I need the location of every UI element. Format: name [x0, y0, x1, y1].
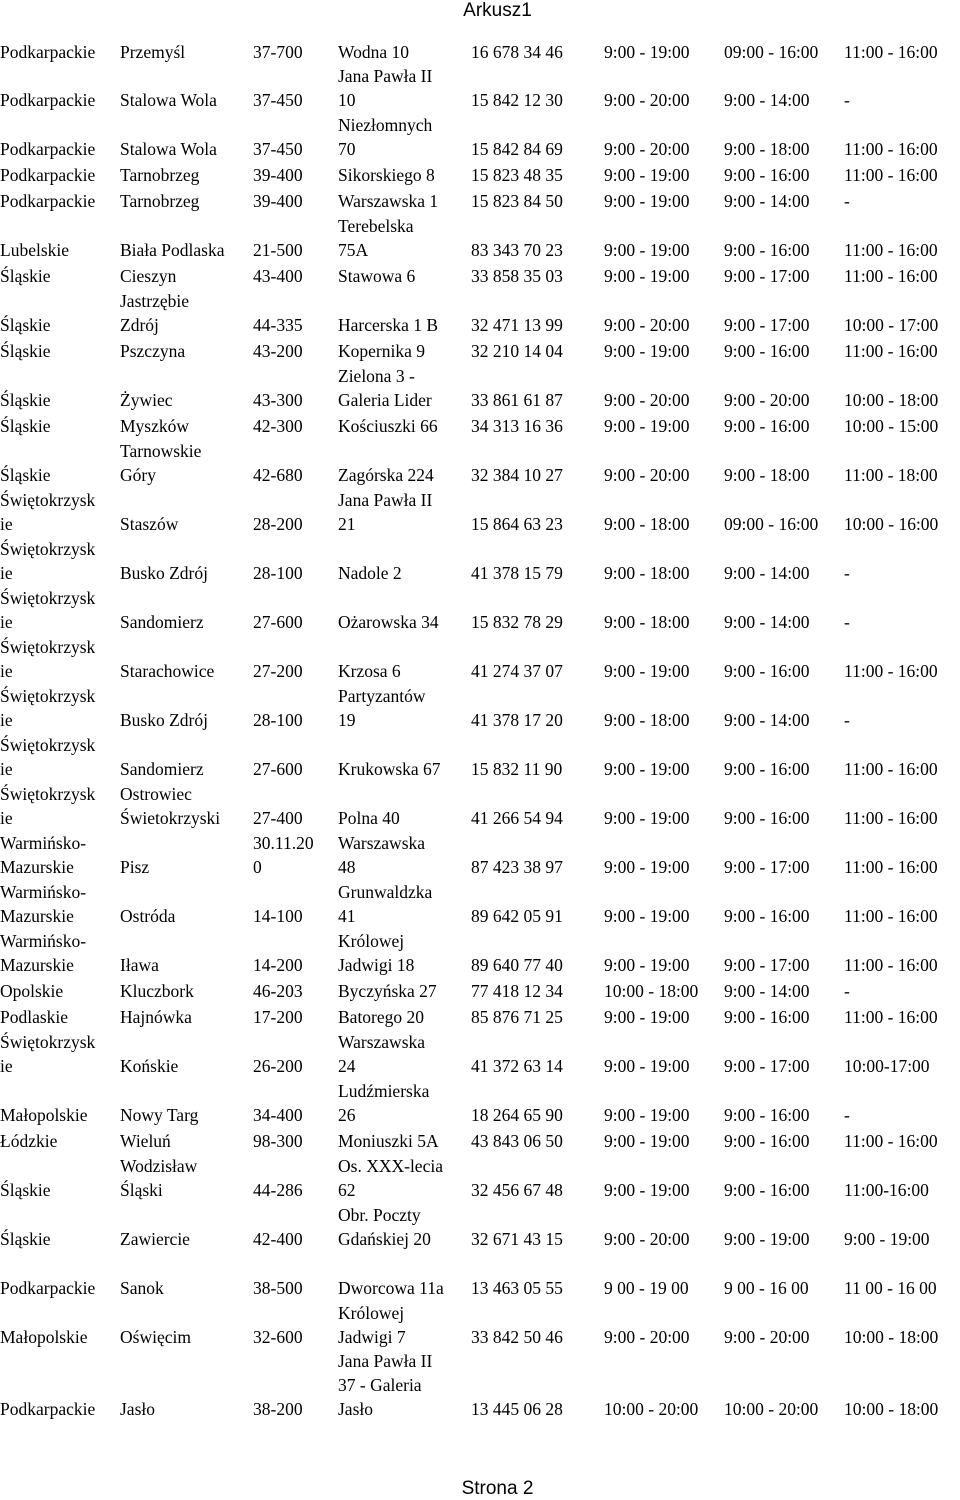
- city-cell: Biała Podlaska: [120, 240, 225, 260]
- city-cell: Hajnówka: [120, 1007, 192, 1027]
- sunday-hours-cell: 11:00 - 16:00: [844, 857, 938, 877]
- saturday-hours-cell: 9:00 - 17:00: [724, 315, 810, 335]
- postal-code-cell: 37-450: [253, 90, 303, 110]
- address-cell: Byczyńska 27: [338, 981, 437, 1001]
- postal-code-cell: 43-200: [253, 341, 303, 361]
- saturday-hours-cell: 9 00 - 16 00: [724, 1278, 809, 1298]
- address-cell: Os. XXX-lecia 62: [338, 1156, 443, 1200]
- city-cell: Jasło: [120, 1399, 155, 1419]
- sunday-hours-cell: 11:00 - 16:00: [844, 1131, 938, 1151]
- table-row: [0, 213, 960, 262]
- weekday-hours-cell: 9:00 - 19:00: [604, 808, 690, 828]
- saturday-hours-cell: 9:00 - 16:00: [724, 808, 810, 828]
- sunday-hours-cell: 10:00 - 18:00: [844, 1399, 939, 1419]
- address-cell: Ożarowska 34: [338, 612, 439, 632]
- weekday-hours-cell: 9:00 - 20:00: [604, 1229, 690, 1249]
- postal-code-cell: 38-500: [253, 1278, 303, 1298]
- address-cell: Dworcowa 11a: [338, 1278, 444, 1298]
- city-cell: Staszów: [120, 514, 179, 534]
- table-row: [0, 1029, 960, 1078]
- address-cell: Niezłomnych 70: [338, 115, 433, 159]
- weekday-hours-cell: 9:00 - 20:00: [604, 1327, 690, 1347]
- weekday-hours-cell: 10:00 - 18:00: [604, 981, 699, 1001]
- city-cell: Jastrzębie Zdrój: [120, 291, 189, 335]
- region-cell: Małopolskie: [0, 1327, 88, 1347]
- table-row: [0, 830, 960, 879]
- table-row: [0, 1300, 960, 1349]
- region-cell: Podkarpackie: [0, 42, 96, 62]
- address-cell: Batorego 20: [338, 1007, 425, 1027]
- sunday-hours-cell: 11:00 - 16:00: [844, 906, 938, 926]
- table-row: [0, 438, 960, 487]
- weekday-hours-cell: 9:00 - 19:00: [604, 1056, 690, 1076]
- phone-cell: 16 678 34 46: [471, 42, 563, 62]
- address-cell: Obr. Poczty Gdańskiej 20: [338, 1205, 431, 1249]
- postal-code-cell: 30.11.20 0: [253, 833, 314, 877]
- address-cell: Zagórska 224: [338, 465, 434, 485]
- address-cell: Wodna 10: [338, 42, 410, 62]
- weekday-hours-cell: 9:00 - 19:00: [604, 1131, 690, 1151]
- phone-cell: 41 378 15 79: [471, 563, 563, 583]
- region-cell: Świętokrzysk ie: [0, 784, 96, 828]
- city-cell: Sandomierz: [120, 759, 204, 779]
- weekday-hours-cell: 9:00 - 20:00: [604, 315, 690, 335]
- address-cell: Warszawska 24: [338, 1032, 426, 1076]
- phone-cell: 13 445 06 28: [471, 1399, 563, 1419]
- address-cell: Moniuszki 5A: [338, 1131, 439, 1151]
- phone-cell: 85 876 71 25: [471, 1007, 563, 1027]
- saturday-hours-cell: 09:00 - 16:00: [724, 514, 819, 534]
- region-cell: Świętokrzysk ie: [0, 686, 96, 730]
- table-row: [0, 363, 960, 412]
- region-cell: Śląskie: [0, 341, 51, 361]
- saturday-hours-cell: 9:00 - 14:00: [724, 710, 810, 730]
- weekday-hours-cell: 9:00 - 18:00: [604, 563, 690, 583]
- weekday-hours-cell: 9:00 - 18:00: [604, 514, 690, 534]
- weekday-hours-cell: 9:00 - 19:00: [604, 955, 690, 975]
- region-cell: Świętokrzysk ie: [0, 1032, 96, 1076]
- phone-cell: 41 266 54 94: [471, 808, 563, 828]
- address-cell: Ludźmierska 26: [338, 1081, 430, 1125]
- phone-cell: 32 471 13 99: [471, 315, 563, 335]
- weekday-hours-cell: 9:00 - 19:00: [604, 661, 690, 681]
- city-cell: Przemyśl: [120, 42, 186, 62]
- address-cell: Polna 40: [338, 808, 400, 828]
- sunday-hours-cell: 10:00 - 17:00: [844, 315, 939, 335]
- phone-cell: 32 456 67 48: [471, 1180, 563, 1200]
- postal-code-cell: 28-100: [253, 710, 303, 730]
- city-cell: Cieszyn: [120, 266, 177, 286]
- table-row: [0, 187, 960, 213]
- saturday-hours-cell: 9:00 - 14:00: [724, 90, 810, 110]
- phone-cell: 15 823 84 50: [471, 191, 563, 211]
- postal-code-cell: 42-680: [253, 465, 303, 485]
- sunday-hours-cell: 11:00 - 16:00: [844, 661, 938, 681]
- sunday-hours-cell: 11:00 - 16:00: [844, 42, 938, 62]
- sunday-hours-cell: 11:00 - 16:00: [844, 266, 938, 286]
- postal-code-cell: 28-100: [253, 563, 303, 583]
- table-row: [0, 487, 960, 536]
- postal-code-cell: 32-600: [253, 1327, 303, 1347]
- region-cell: Małopolskie: [0, 1105, 88, 1125]
- sunday-hours-cell: 11:00-16:00: [844, 1180, 929, 1200]
- address-cell: Nadole 2: [338, 563, 402, 583]
- table-row: [0, 879, 960, 928]
- table-row: [0, 1153, 960, 1202]
- city-cell: Myszków: [120, 416, 190, 436]
- city-cell: Sanok: [120, 1278, 164, 1298]
- phone-cell: 15 864 63 23: [471, 514, 563, 534]
- weekday-hours-cell: 9:00 - 19:00: [604, 266, 690, 286]
- saturday-hours-cell: 9:00 - 16:00: [724, 1131, 810, 1151]
- city-cell: Sandomierz: [120, 612, 204, 632]
- region-cell: Świętokrzysk ie: [0, 637, 96, 681]
- region-cell: Śląskie: [0, 416, 51, 436]
- phone-cell: 87 423 38 97: [471, 857, 563, 877]
- saturday-hours-cell: 9:00 - 17:00: [724, 1056, 810, 1076]
- sunday-hours-cell: 10:00-17:00: [844, 1056, 930, 1076]
- phone-cell: 15 842 12 30: [471, 90, 563, 110]
- postal-code-cell: 43-300: [253, 390, 303, 410]
- region-cell: Łódzkie: [0, 1131, 58, 1151]
- saturday-hours-cell: 9:00 - 16:00: [724, 1007, 810, 1027]
- phone-cell: 15 842 84 69: [471, 139, 563, 159]
- table-row: [0, 262, 960, 288]
- address-cell: Stawowa 6: [338, 266, 416, 286]
- saturday-hours-cell: 9:00 - 16:00: [724, 906, 810, 926]
- postal-code-cell: 14-100: [253, 906, 303, 926]
- saturday-hours-cell: 9:00 - 17:00: [724, 266, 810, 286]
- saturday-hours-cell: 9:00 - 14:00: [724, 191, 810, 211]
- table-row: [0, 1251, 960, 1300]
- table-row: [0, 64, 960, 112]
- address-cell: Warszawska 48: [338, 833, 426, 877]
- city-cell: Ostrowiec Świetokrzyski: [120, 784, 221, 828]
- city-cell: Oświęcim: [120, 1327, 191, 1347]
- city-cell: Stalowa Wola: [120, 139, 217, 159]
- address-cell: Jana Pawła II 37 - Galeria Jasło: [338, 1351, 433, 1419]
- sunday-hours-cell: -: [844, 191, 850, 211]
- address-cell: Królowej Jadwigi 7: [338, 1303, 406, 1347]
- region-cell: Świętokrzysk ie: [0, 735, 96, 779]
- table-row: [0, 1127, 960, 1153]
- phone-cell: 89 642 05 91: [471, 906, 563, 926]
- table-row: [0, 1003, 960, 1029]
- phone-cell: 43 843 06 50: [471, 1131, 563, 1151]
- postal-code-cell: 37-450: [253, 139, 303, 159]
- phone-cell: 41 372 63 14: [471, 1056, 563, 1076]
- weekday-hours-cell: 9:00 - 19:00: [604, 1007, 690, 1027]
- region-cell: Śląskie: [0, 1180, 51, 1200]
- phone-cell: 15 832 78 29: [471, 612, 563, 632]
- table-row: [0, 732, 960, 781]
- region-cell: Świętokrzysk ie: [0, 539, 96, 583]
- phone-cell: 41 274 37 07: [471, 661, 563, 681]
- region-cell: Podkarpackie: [0, 165, 96, 185]
- phone-cell: 83 343 70 23: [471, 240, 563, 260]
- sheet-title: Arkusz1: [463, 0, 532, 21]
- table-row: [0, 585, 960, 634]
- weekday-hours-cell: 9:00 - 19:00: [604, 857, 690, 877]
- city-cell: Tarnobrzeg: [120, 165, 200, 185]
- table-row: [0, 781, 960, 830]
- city-cell: Kluczbork: [120, 981, 194, 1001]
- postal-code-cell: 27-400: [253, 808, 303, 828]
- region-cell: Śląskie: [0, 390, 51, 410]
- weekday-hours-cell: 9:00 - 18:00: [604, 710, 690, 730]
- city-cell: Iława: [120, 955, 159, 975]
- region-cell: Warmińsko- Mazurskie: [0, 931, 87, 975]
- postal-code-cell: 28-200: [253, 514, 303, 534]
- table-row: [0, 288, 960, 337]
- postal-code-cell: 44-286: [253, 1180, 303, 1200]
- address-cell: Jana Pawła II 10: [338, 66, 433, 110]
- saturday-hours-cell: 09:00 - 16:00: [724, 42, 819, 62]
- address-cell: Kościuszki 66: [338, 416, 438, 436]
- weekday-hours-cell: 10:00 - 20:00: [604, 1399, 699, 1419]
- address-cell: Krzosa 6: [338, 661, 401, 681]
- postal-code-cell: 26-200: [253, 1056, 303, 1076]
- city-cell: Starachowice: [120, 661, 215, 681]
- sunday-hours-cell: -: [844, 563, 850, 583]
- address-cell: Harcerska 1 B: [338, 315, 439, 335]
- postal-code-cell: 27-600: [253, 612, 303, 632]
- table-row: [0, 928, 960, 977]
- phone-cell: 89 640 77 40: [471, 955, 563, 975]
- sunday-hours-cell: 10:00 - 15:00: [844, 416, 939, 436]
- sunday-hours-cell: 11:00 - 16:00: [844, 240, 938, 260]
- city-cell: Pszczyna: [120, 341, 186, 361]
- region-cell: Śląskie: [0, 266, 51, 286]
- city-cell: Busko Zdrój: [120, 710, 208, 730]
- table-row: [0, 40, 960, 64]
- phone-cell: 32 671 43 15: [471, 1229, 563, 1249]
- weekday-hours-cell: 9:00 - 20:00: [604, 390, 690, 410]
- saturday-hours-cell: 9:00 - 16:00: [724, 165, 810, 185]
- region-cell: Podkarpackie: [0, 139, 96, 159]
- table-row: [0, 536, 960, 585]
- saturday-hours-cell: 9:00 - 20:00: [724, 390, 810, 410]
- saturday-hours-cell: 9:00 - 18:00: [724, 139, 810, 159]
- saturday-hours-cell: 9:00 - 17:00: [724, 955, 810, 975]
- sunday-hours-cell: 11:00 - 16:00: [844, 1007, 938, 1027]
- city-cell: Pisz: [120, 857, 150, 877]
- city-cell: Ostróda: [120, 906, 176, 926]
- address-cell: Krukowska 67: [338, 759, 441, 779]
- phone-cell: 32 210 14 04: [471, 341, 563, 361]
- table-row: [0, 1202, 960, 1251]
- weekday-hours-cell: 9:00 - 18:00: [604, 612, 690, 632]
- sunday-hours-cell: 11:00 - 16:00: [844, 808, 938, 828]
- saturday-hours-cell: 9:00 - 19:00: [724, 1229, 810, 1249]
- region-cell: Warmińsko- Mazurskie: [0, 833, 87, 877]
- saturday-hours-cell: 9:00 - 14:00: [724, 563, 810, 583]
- city-cell: Zawiercie: [120, 1229, 190, 1249]
- phone-cell: 77 418 12 34: [471, 981, 563, 1001]
- sunday-hours-cell: 11:00 - 16:00: [844, 139, 938, 159]
- region-cell: Śląskie: [0, 315, 51, 335]
- region-cell: Lubelskie: [0, 240, 70, 260]
- sunday-hours-cell: 11:00 - 16:00: [844, 165, 938, 185]
- table-row: [0, 337, 960, 363]
- weekday-hours-cell: 9:00 - 20:00: [604, 90, 690, 110]
- postal-code-cell: 42-300: [253, 416, 303, 436]
- saturday-hours-cell: 9:00 - 16:00: [724, 341, 810, 361]
- sunday-hours-cell: 11:00 - 16:00: [844, 955, 938, 975]
- phone-cell: 33 858 35 03: [471, 266, 563, 286]
- sunday-hours-cell: -: [844, 981, 850, 1001]
- table-row: [0, 683, 960, 732]
- weekday-hours-cell: 9:00 - 20:00: [604, 465, 690, 485]
- weekday-hours-cell: 9 00 - 19 00: [604, 1278, 689, 1298]
- saturday-hours-cell: 9:00 - 16:00: [724, 759, 810, 779]
- weekday-hours-cell: 9:00 - 19:00: [604, 240, 690, 260]
- saturday-hours-cell: 9:00 - 14:00: [724, 612, 810, 632]
- sunday-hours-cell: -: [844, 710, 850, 730]
- table-row: [0, 161, 960, 187]
- sunday-hours-cell: -: [844, 1105, 850, 1125]
- postal-code-cell: 38-200: [253, 1399, 303, 1419]
- table-row: [0, 112, 960, 161]
- phone-cell: 13 463 05 55: [471, 1278, 563, 1298]
- postal-code-cell: 27-600: [253, 759, 303, 779]
- region-cell: Podkarpackie: [0, 1278, 96, 1298]
- saturday-hours-cell: 9:00 - 16:00: [724, 240, 810, 260]
- address-cell: Sikorskiego 8: [338, 165, 435, 185]
- weekday-hours-cell: 9:00 - 20:00: [604, 139, 690, 159]
- weekday-hours-cell: 9:00 - 19:00: [604, 1105, 690, 1125]
- sunday-hours-cell: -: [844, 612, 850, 632]
- weekday-hours-cell: 9:00 - 19:00: [604, 1180, 690, 1200]
- sunday-hours-cell: 10:00 - 16:00: [844, 514, 939, 534]
- city-cell: Nowy Targ: [120, 1105, 199, 1125]
- weekday-hours-cell: 9:00 - 19:00: [604, 759, 690, 779]
- region-cell: Opolskie: [0, 981, 64, 1001]
- phone-cell: 41 378 17 20: [471, 710, 563, 730]
- sunday-hours-cell: 11 00 - 16 00: [844, 1278, 937, 1298]
- phone-cell: 33 842 50 46: [471, 1327, 563, 1347]
- address-cell: Królowej Jadwigi 18: [338, 931, 415, 975]
- weekday-hours-cell: 9:00 - 19:00: [604, 416, 690, 436]
- saturday-hours-cell: 9:00 - 17:00: [724, 857, 810, 877]
- region-cell: Śląskie: [0, 465, 51, 485]
- phone-cell: 33 861 61 87: [471, 390, 563, 410]
- postal-code-cell: 43-400: [253, 266, 303, 286]
- phone-cell: 15 832 11 90: [471, 759, 563, 779]
- address-cell: Partyzantów 19: [338, 686, 426, 730]
- sunday-hours-cell: 9:00 - 19:00: [844, 1229, 930, 1249]
- weekday-hours-cell: 9:00 - 19:00: [604, 906, 690, 926]
- postal-code-cell: 46-203: [253, 981, 303, 1001]
- saturday-hours-cell: 9:00 - 16:00: [724, 661, 810, 681]
- phone-cell: 32 384 10 27: [471, 465, 563, 485]
- table-row: [0, 412, 960, 438]
- saturday-hours-cell: 10:00 - 20:00: [724, 1399, 819, 1419]
- postal-code-cell: 17-200: [253, 1007, 303, 1027]
- table-row: [0, 634, 960, 683]
- weekday-hours-cell: 9:00 - 19:00: [604, 42, 690, 62]
- region-cell: Warmińsko- Mazurskie: [0, 882, 87, 926]
- phone-cell: 15 823 48 35: [471, 165, 563, 185]
- city-cell: Żywiec: [120, 390, 173, 410]
- sunday-hours-cell: 11:00 - 16:00: [844, 759, 938, 779]
- postal-code-cell: 21-500: [253, 240, 303, 260]
- sunday-hours-cell: 10:00 - 18:00: [844, 1327, 939, 1347]
- city-cell: Tarnobrzeg: [120, 191, 200, 211]
- postal-code-cell: 39-400: [253, 191, 303, 211]
- address-cell: Warszawska 1: [338, 191, 439, 211]
- city-cell: Wodzisław Śląski: [120, 1156, 198, 1200]
- postal-code-cell: 37-700: [253, 42, 303, 62]
- table-row: [0, 977, 960, 1003]
- postal-code-cell: 44-335: [253, 315, 303, 335]
- city-cell: Busko Zdrój: [120, 563, 208, 583]
- weekday-hours-cell: 9:00 - 19:00: [604, 191, 690, 211]
- table-row: [0, 1349, 960, 1421]
- table-row: [0, 1078, 960, 1127]
- saturday-hours-cell: 9:00 - 18:00: [724, 465, 810, 485]
- postal-code-cell: 39-400: [253, 165, 303, 185]
- postal-code-cell: 27-200: [253, 661, 303, 681]
- weekday-hours-cell: 9:00 - 19:00: [604, 165, 690, 185]
- saturday-hours-cell: 9:00 - 16:00: [724, 1105, 810, 1125]
- city-cell: Końskie: [120, 1056, 179, 1076]
- postal-code-cell: 42-400: [253, 1229, 303, 1249]
- weekday-hours-cell: 9:00 - 19:00: [604, 341, 690, 361]
- region-cell: Świętokrzysk ie: [0, 588, 96, 632]
- phone-cell: 34 313 16 36: [471, 416, 563, 436]
- page-footer: Strona 2: [461, 1478, 534, 1499]
- phone-cell: 18 264 65 90: [471, 1105, 563, 1125]
- region-cell: Świętokrzysk ie: [0, 490, 96, 534]
- stores-table: [0, 40, 960, 1421]
- postal-code-cell: 98-300: [253, 1131, 303, 1151]
- postal-code-cell: 14-200: [253, 955, 303, 975]
- sunday-hours-cell: 10:00 - 18:00: [844, 390, 939, 410]
- saturday-hours-cell: 9:00 - 20:00: [724, 1327, 810, 1347]
- saturday-hours-cell: 9:00 - 14:00: [724, 981, 810, 1001]
- postal-code-cell: 34-400: [253, 1105, 303, 1125]
- city-cell: Stalowa Wola: [120, 90, 217, 110]
- address-cell: Grunwaldzka 41: [338, 882, 433, 926]
- sunday-hours-cell: 11:00 - 16:00: [844, 341, 938, 361]
- stores-table-body: [0, 40, 960, 1421]
- saturday-hours-cell: 9:00 - 16:00: [724, 1180, 810, 1200]
- address-cell: Kopernika 9: [338, 341, 425, 361]
- address-cell: Zielona 3 - Galeria Lider: [338, 366, 432, 410]
- region-cell: Podkarpackie: [0, 90, 96, 110]
- saturday-hours-cell: 9:00 - 16:00: [724, 416, 810, 436]
- city-cell: Tarnowskie Góry: [120, 441, 202, 485]
- address-cell: Jana Pawła II 21: [338, 490, 433, 534]
- region-cell: Podkarpackie: [0, 191, 96, 211]
- city-cell: Wieluń: [120, 1131, 171, 1151]
- address-cell: Terebelska 75A: [338, 216, 414, 260]
- sunday-hours-cell: 11:00 - 18:00: [844, 465, 938, 485]
- region-cell: Podkarpackie: [0, 1399, 96, 1419]
- region-cell: Podlaskie: [0, 1007, 69, 1027]
- sunday-hours-cell: -: [844, 90, 850, 110]
- region-cell: Śląskie: [0, 1229, 51, 1249]
